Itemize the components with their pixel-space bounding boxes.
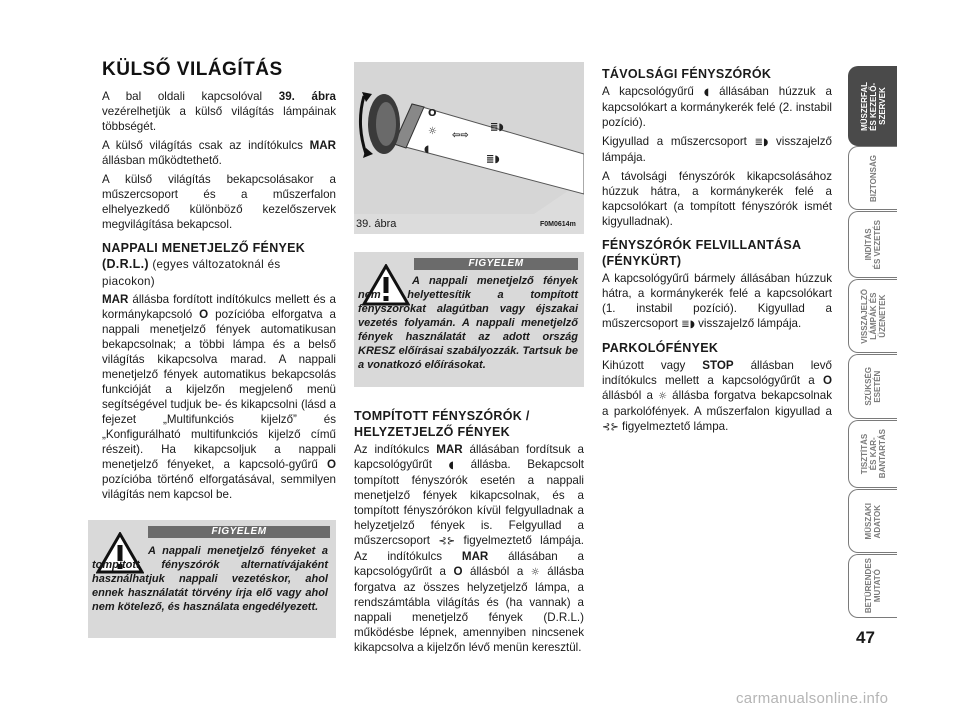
low-beam-paragraph: Az indítókulcs MAR állásában fordítsuk a kapcsológyűrűt ◖ állásba. Bekapcsolt tompított fényszórók esetén a nappali menetjelző fények kikapcsolnak, és a tompított fényszórókon kívül felgyulladnak a helyzetjelző fények is. Felgyullad a műszercsoport ⊰⊱ figyelmeztető lámpája. Az indítókulcs MAR állásában a kapcsológyűrűt a O állásból a ☼ állásba forgatva az összes helyzetjelző lámpa, a rendszámtábla világítás és (ha vannak) a nappali menetjelző fények (D.R.L.) működésbe lépnek, amennyiben nincsenek kikapcsolva a kijelzőn lévő menün keresztül. xyxy=(354,443,584,654)
high-beam-icon: ≣◗ xyxy=(490,122,504,133)
position-o-symbol: O xyxy=(428,108,437,119)
tab-starting-driving[interactable]: INDÍTÁS ÉS VEZETÉS xyxy=(848,211,897,278)
parking-light-icon: ☼ xyxy=(530,567,540,578)
page-number: 47 xyxy=(856,628,875,647)
parking-paragraph: Kihúzott vagy STOP állásban levő indítókulcs mellett a kapcsológyűrűt a O állásból a ☼ állásba forgatva bekapcsolnak a parkolófények. A műszerfalon kigyullad a ⊰⊱ figyelmeztető lámpa. xyxy=(602,359,832,433)
indicator-arrows-icon: ⇦⇨ xyxy=(452,130,469,141)
intro-paragraph: A bal oldali kapcsolóval 39. ábra vezérelhetjük a külső világítás lámpáinak többségét. xyxy=(102,90,336,133)
parking-light-icon: ☼ xyxy=(658,391,668,402)
high-beam-paragraph: A kapcsológyűrű ◖ állásában húzzuk a kapcsolókart a kormánykerék felé (2. instabil pozíció). xyxy=(602,85,833,129)
column-left xyxy=(102,59,336,506)
high-beam-off-paragraph: A távolsági fényszórók kikapcsolásához húzzuk hátra, a kormánykerék felé a kapcsolókart (a tompított fényszórók ismét kigyulladnak). xyxy=(602,170,832,228)
figure-code: F0M0614m xyxy=(540,221,576,228)
warning-text: A nappali menetjelző fényeket a tompított fényszórók alternatívájaként használhatjuk nappali vezetéskor, ahol ennek használatát törvény írja elő vagy ahol nem kötelező, és használata engedélyezett. xyxy=(92,545,328,613)
figure-light-switch xyxy=(354,62,584,234)
tab-emergency[interactable]: SZÜKSÉG ESETÉN xyxy=(848,354,897,419)
tab-warning-lights[interactable]: VISSZAJELZŐ LÁMPÁK ÉS ÜZENETEK xyxy=(848,279,897,353)
tab-dashboard-controls[interactable]: MŰSZERFAL ÉS KEZELŐ- SZERVEK xyxy=(848,66,897,146)
drl-paragraph: MAR állásba fordított indítókulcs mellett és a kormánykapcsoló O pozícióba elforgatva a nappali menetjelző fények automatikusan bekapcsolnak; a többi lámpa és a belső világítás kikapcsolva marad. A nappali menetjelző fények automatikus bekapcsolás funkcióját a kijelzőn megjelenő menü segítségével tudjuk be- és kikapcsolni (lásd a fejezet „Multifunkciós kijelző” és „Konfigurálható multifunkciós kijelző című részeit). Ha kikapcsoljuk a nappali menetjelző fényeket, a kapcsoló-gyűrű O pozícióba történő elforgatásával, semmilyen világítás nem kapcsol be. xyxy=(102,293,336,501)
tab-index[interactable]: BETŰRENDES MUTATÓ xyxy=(848,554,897,618)
warning-box-drl-alternative xyxy=(88,520,336,638)
low-beam-icon: ◖ xyxy=(424,144,430,155)
drl-heading: NAPPALI MENETJELZŐ FÉNYEK (D.R.L.) (egyes változatoknál és piacokon) xyxy=(102,241,306,288)
column-middle xyxy=(354,400,584,659)
fog-light-icon: ≣◗ xyxy=(486,154,500,165)
high-beam-icon: ≣◗ xyxy=(754,137,769,148)
parking-light-icon: ☼ xyxy=(428,126,437,137)
low-beam-heading: TOMPÍTOTT FÉNYSZÓRÓK / HELYZETJELZŐ FÉNYEK xyxy=(354,409,530,439)
tab-technical-data[interactable]: MŰSZAKI ADATOK xyxy=(848,489,897,553)
figure-caption: 39. ábra xyxy=(356,218,397,230)
high-beam-icon: ≣◗ xyxy=(681,319,695,330)
low-beam-icon: ◖ xyxy=(703,87,710,98)
position-light-icon: ⊰⊱ xyxy=(438,536,456,547)
high-beam-heading: TÁVOLSÁGI FÉNYSZÓRÓK xyxy=(602,67,772,81)
light-stalk-illustration xyxy=(354,62,584,234)
page-title: KÜLSŐ VILÁGÍTÁS xyxy=(102,59,283,80)
column-right xyxy=(602,62,832,439)
high-beam-lamp-paragraph: Kigyullad a műszercsoport ≣◗ visszajelző lámpája. xyxy=(602,135,832,164)
warning-text: A nappali menetjelző fények nem helyettesítik a tompított fényszórókat alagútban vagy éjszakai vezetés folyamán. A nappali menetjelző fények használatát az adott ország KRESZ előírásai szabályozzák. Tartsuk be a vonatkozó előírásokat. xyxy=(358,275,578,371)
warning-heading: FIGYELEM xyxy=(414,258,578,270)
parking-heading: PARKOLÓFÉNYEK xyxy=(602,341,719,355)
warning-heading: FIGYELEM xyxy=(148,526,330,538)
tab-maintenance[interactable]: TISZTÍTÁS ÉS KAR- BANTARTÁS xyxy=(848,420,897,488)
ignition-paragraph: A külső világítás csak az indítókulcs MAR állásban működtethető. xyxy=(102,139,336,167)
flash-heading: FÉNYSZÓRÓK FELVILLANTÁSA (FÉNYKÜRT) xyxy=(602,238,801,268)
position-light-icon: ⊰⊱ xyxy=(602,422,619,433)
flash-paragraph: A kapcsológyűrű bármely állásában húzzuk hátra, a kormánykerék felé a kapcsolókart (1. instabil pozíció). Kigyullad a műszercsoport ≣◗ visszajelző lámpája. xyxy=(602,272,832,330)
tab-safety[interactable]: BIZTONSÁG xyxy=(848,146,897,210)
watermark: carmanualsonline.info xyxy=(736,690,889,707)
warning-box-drl-tunnel xyxy=(354,252,584,387)
low-beam-icon: ◖ xyxy=(448,460,454,471)
illumination-paragraph: A külső világítás bekapcsolásakor a műszercsoport és a műszerfalon elhelyezkedő különböző kezelőszervek megvilágítása bekapcsol. xyxy=(102,173,336,231)
